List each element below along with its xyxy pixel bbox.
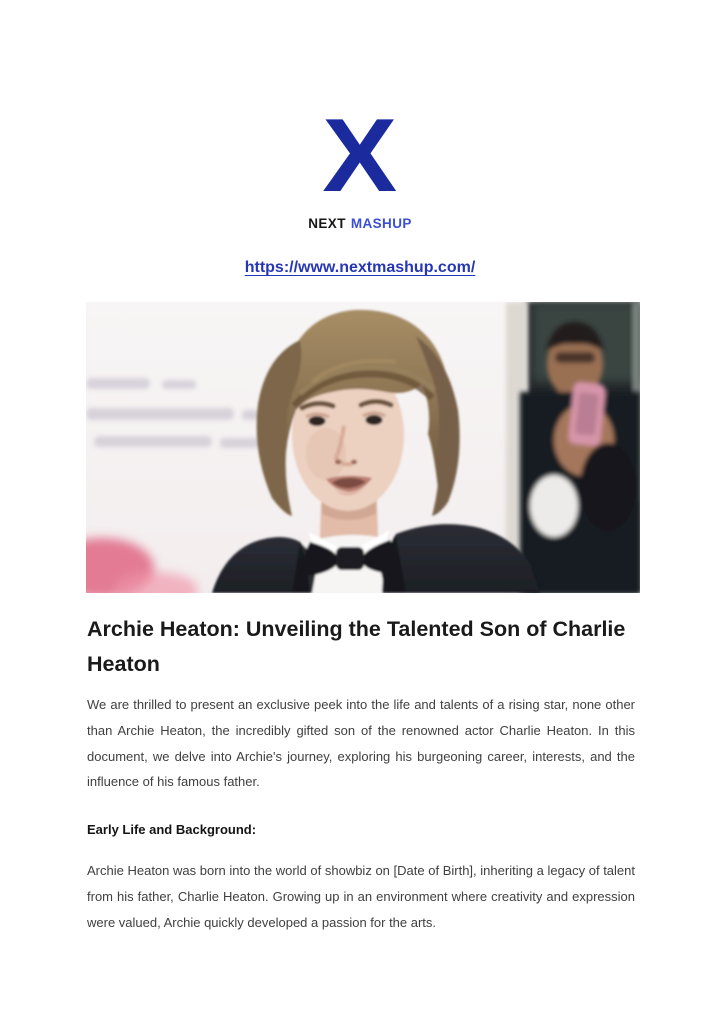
nextmashup-logo [0, 98, 720, 214]
site-link-row [0, 259, 720, 277]
hero-photo [86, 302, 640, 593]
site-link[interactable]: https://www.nextmashup.com/ [244, 259, 476, 276]
article-intro-paragraph: We are thrilled to present an exclusive peek into the life and talents of a rising star, none other than Archie Heaton, the incredibly gifted son of the renowned actor Charlie Heaton. In this document, we delve into Archie's journey, exploring his burgeoning career, interests, and the influence of his famous father. [87, 697, 635, 790]
brand-next: NEXT [308, 216, 346, 231]
hero-photo-illustration [86, 302, 640, 593]
brand-mashup: MASHUP [350, 216, 412, 231]
brand-name [0, 216, 720, 231]
section-body-early-life: Archie Heaton was born into the world of showbiz on [Date of Birth], inheriting a legacy of talent from his father, Charlie Heaton. Growing up in an environment where creativity and expression were valued, Archie quickly developed a passion for the arts. [87, 863, 635, 930]
pink-phone-shape [568, 381, 606, 446]
logo-x-icon: X [322, 98, 398, 214]
photographer-cuff [530, 475, 578, 537]
article-title: Archie Heaton: Unveiling the Talented Son of Charlie Heaton [87, 617, 626, 677]
section-heading-early-life: Early Life and Background: [87, 821, 257, 837]
